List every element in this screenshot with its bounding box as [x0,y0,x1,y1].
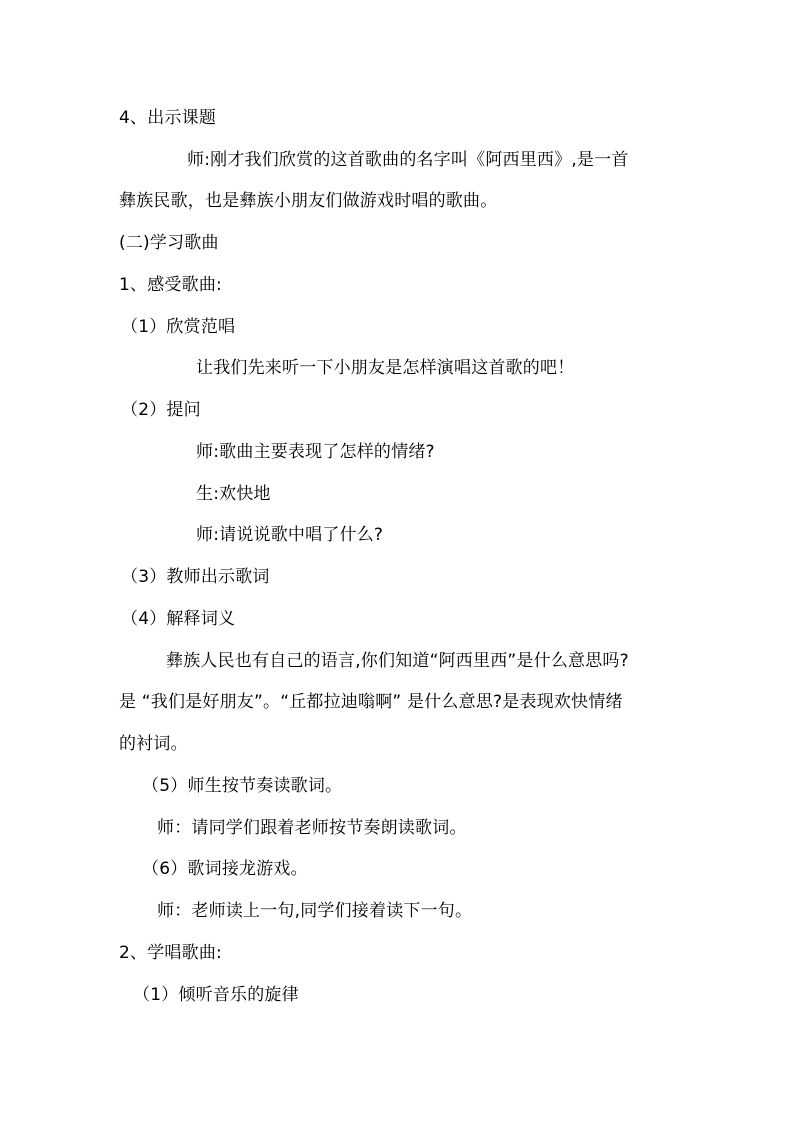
teacher-question-mood: 师:歌曲主要表现了怎样的情绪? [196,442,435,462]
item-read-rhythm: （5）师生按节奏读歌词。 [142,776,343,796]
teacher-relay-instruction: 师：老师读上一句,同学们接着读下一句。 [157,901,473,921]
item-questions: （2）提问 [121,400,201,420]
heading-show-topic: 4、出示课题 [119,108,217,128]
explain-line-2: 是 “我们是好朋友”。“丘都拉迪嗡啊” 是什么意思?是表现欢快情绪 [119,692,623,712]
student-answer: 生:欢快地 [196,484,271,504]
heading-feel-song: 1、感受歌曲: [119,275,222,295]
heading-learn-singing: 2、学唱歌曲: [119,943,222,963]
item-explain-words: （4）解释词义 [121,609,236,629]
section-learn-song: (二)学习歌曲 [119,233,219,253]
teacher-intro-line-1: 师:刚才我们欣赏的这首歌曲的名字叫《阿西里西》,是一首 [187,150,629,170]
teacher-intro-line-2: 彝族民歌，也是彝族小朋友们做游戏时唱的歌曲。 [119,191,498,211]
explain-line-3: 的衬词。 [119,734,188,754]
explain-line-1: 彝族人民也有自己的语言,你们知道“阿西里西”是什么意思吗? [166,651,629,671]
teacher-read-rhythm: 师：请同学们跟着老师按节奏朗读歌词。 [157,818,467,838]
item-listen-melody: （1）倾听音乐的旋律 [133,985,299,1005]
item-appreciate-demo: （1）欣赏范唱 [121,317,236,337]
teacher-question-content: 师:请说说歌中唱了什么? [196,525,384,545]
listen-prompt: 让我们先来听一下小朋友是怎样演唱这首歌的吧！ [196,358,575,378]
item-show-lyrics: （3）教师出示歌词 [121,567,270,587]
item-lyric-relay-game: （6）歌词接龙游戏。 [142,859,308,879]
